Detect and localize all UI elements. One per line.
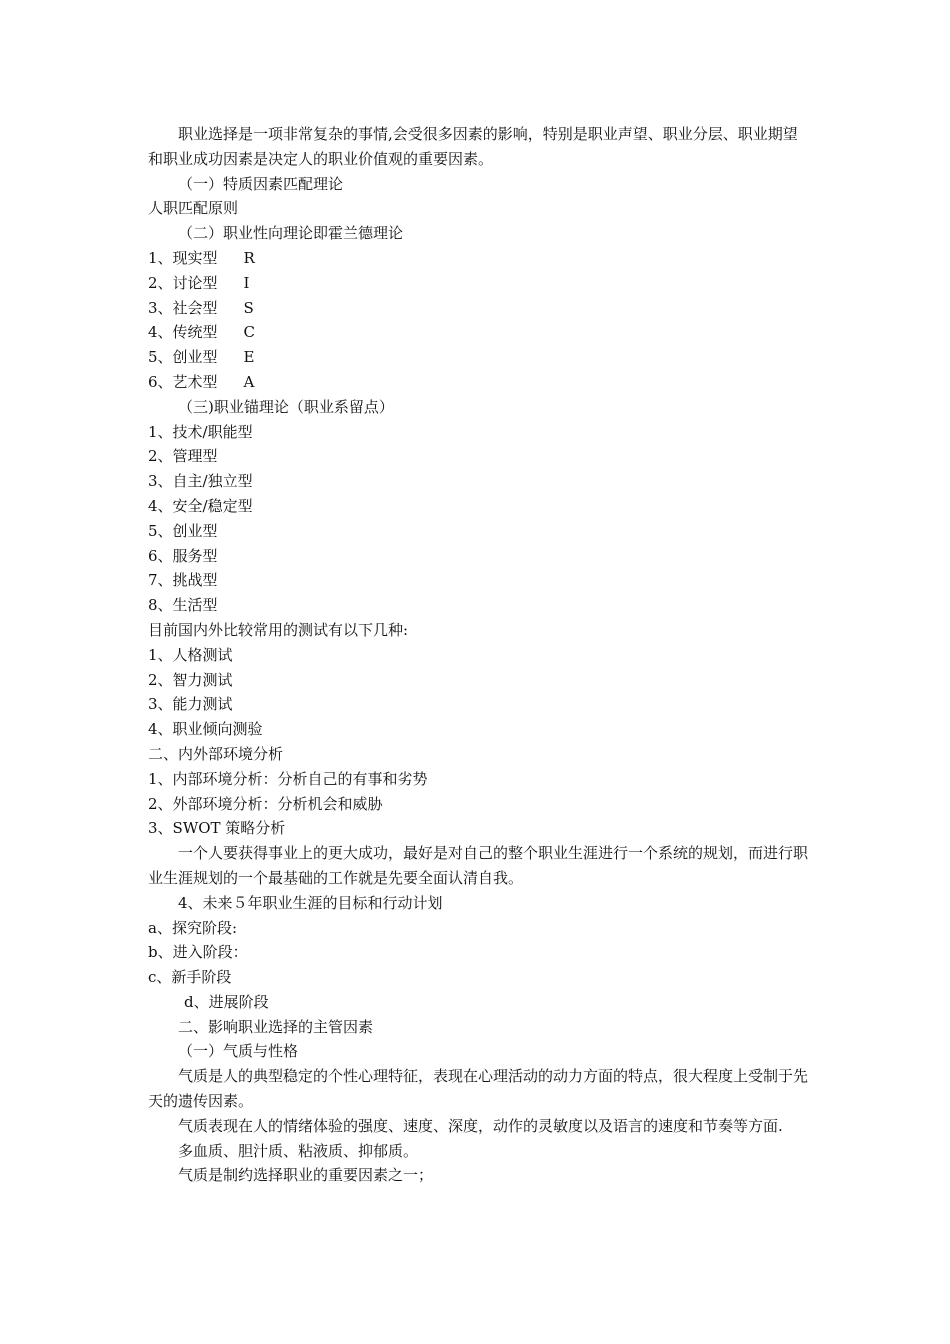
list-item: 2、讨论型 I xyxy=(148,273,250,292)
list-item: 7、挑战型 xyxy=(148,571,218,590)
stage-list xyxy=(148,916,808,1015)
temperament-paragraph: 气质是人的典型稳定的个性心理特征，表现在心理活动的动力方面的特点，很大程度上受制于先天的遗传因素。 xyxy=(148,1067,809,1111)
career-anchor-list xyxy=(148,420,808,618)
list-item: 6、艺术型 A xyxy=(148,372,255,391)
section-heading: （二）职业性向理论即霍兰德理论 xyxy=(178,224,404,243)
text-line: 人职匹配原则 xyxy=(148,199,239,218)
temperament-paragraph: 气质表现在人的情绪体验的强度、速度、深度，动作的灵敏度以及语言的速度和节奏等方面. xyxy=(178,1116,783,1135)
list-item: 1、技术/职能型 xyxy=(148,422,253,441)
list-item: 5、创业型 xyxy=(148,521,218,540)
list-item: 1、现实型 R xyxy=(148,248,255,267)
list-item: c、新手阶段 xyxy=(148,968,232,987)
section-heading: 二、内外部环境分析 xyxy=(148,744,284,763)
list-item: 2、管理型 xyxy=(148,447,218,466)
text-line: 目前国内外比较常用的测试有以下几种: xyxy=(148,620,409,639)
self-knowledge-paragraph: 一个人要获得事业上的更大成功，最好是对自己的整个职业生涯进行一个系统的规划，而进行职业生涯规划的一个最基础的工作就是先要全面认清自我。 xyxy=(148,844,809,887)
list-item: 2、外部环境分析：分析机会和威胁 xyxy=(148,794,383,813)
text-line: 气质是制约选择职业的重要因素之一； xyxy=(178,1166,434,1185)
list-item: 4、安全/稳定型 xyxy=(148,496,253,515)
list-item: 6、服务型 xyxy=(148,546,218,565)
list-item: a、探究阶段: xyxy=(148,918,237,937)
list-item: 3、SWOT 策略分析 xyxy=(148,819,286,838)
test-list xyxy=(148,643,808,742)
list-item: 1、内部环境分析：分析自己的有事和劣势 xyxy=(148,769,428,788)
list-item: b、进入阶段： xyxy=(148,943,248,962)
list-item: d、进展阶段 xyxy=(184,992,269,1011)
list-item: 1、人格测试 xyxy=(148,645,233,664)
section-heading: （三)职业锚理论（职业系留点） xyxy=(178,397,394,416)
list-item: 4、传统型 C xyxy=(148,323,256,342)
list-item: 3、能力测试 xyxy=(148,695,233,714)
text-line: 多血质、胆汁质、粘液质、抑郁质。 xyxy=(178,1141,419,1160)
list-item: 4、职业倾向测验 xyxy=(148,720,263,739)
section-heading: 二、影响职业选择的主管因素 xyxy=(178,1017,374,1036)
section-heading: 4、未来５年职业生涯的目标和行动计划 xyxy=(178,893,443,912)
list-item: 3、自主/独立型 xyxy=(148,472,253,491)
holland-type-list xyxy=(148,246,808,395)
environment-list xyxy=(148,767,808,841)
list-item: 3、社会型 S xyxy=(148,298,254,317)
list-item: 8、生活型 xyxy=(148,596,218,615)
intro-paragraph: 职业选择是一项非常复杂的事情,会受很多因素的影响，特别是职业声望、职业分层、职业期望和职业成功因素是决定人的职业价值观的重要因素。 xyxy=(148,125,798,168)
document-body xyxy=(148,122,808,1188)
list-item: 2、智力测试 xyxy=(148,670,233,689)
section-heading: （一）特质因素匹配理论 xyxy=(178,174,344,193)
list-item: 5、创业型 E xyxy=(148,348,255,367)
section-heading: （一）气质与性格 xyxy=(178,1042,299,1061)
